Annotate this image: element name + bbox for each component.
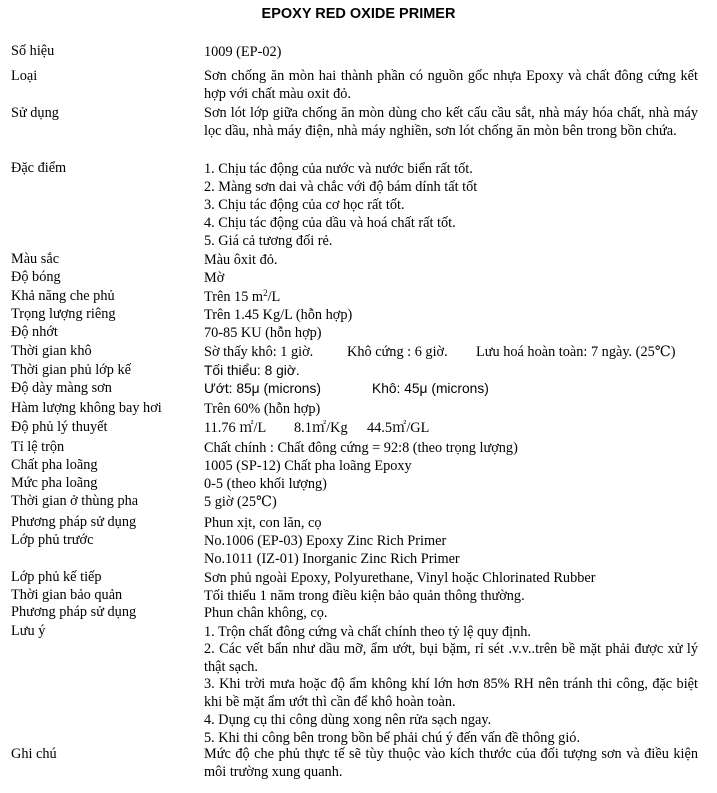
row-label: Lớp phủ kế tiếp [11, 569, 102, 585]
row-label: Loại [11, 68, 38, 84]
row-value: 0-5 (theo khối lượng) [204, 476, 327, 492]
row-label: Thời gian phủ lớp kế [11, 362, 131, 378]
list-item: 2. Các vết bẩn như dầu mỡ, ẩm ướt, bụi bặm, rỉ sét .v.v..trên bề mặt phải được xử lý thật sạch. [204, 641, 698, 675]
row-value: Tối thiểu 1 năm trong điều kiện bảo quản thông thường. [204, 588, 525, 604]
list-item: 5. Giá cả tương đối rẻ. [204, 233, 333, 249]
list-item: 4. Dụng cụ thi công dùng xong nên rửa sạch ngay. [204, 712, 492, 728]
row-value: Sơn lót lớp giữa chống ăn mòn dùng cho kết cấu cầu sắt, nhà máy hóa chất, nhà máy lọc dầu, nhà máy điện, nhà máy nghiền, sơn lót chống ăn mòn bên trong bồn chứa. [204, 105, 698, 139]
row-value: Màu ôxit đỏ. [204, 252, 278, 268]
row-label: Thời gian khô [11, 343, 92, 359]
row-value-part: Khô cứng : 6 giờ. [347, 344, 448, 360]
row-label: Sử dụng [11, 105, 59, 121]
row-label: Mức pha loãng [11, 475, 98, 491]
row-label: Độ phủ lý thuyết [11, 419, 108, 435]
row-label: Thời gian ở thùng pha [11, 493, 139, 509]
list-item: 3. Khi trời mưa hoặc độ ẩm không khí lớn hơn 85% RH nên tránh thi công, đặc biệt khi bề mặt ẩm ướt thì cần để khô hoàn toàn. [204, 676, 698, 710]
row-value: Trên 1.45 Kg/L (hỗn hợp) [204, 307, 353, 323]
row-label: Đặc điểm [11, 160, 67, 176]
row-value: 70-85 KU (hỗn hợp) [204, 325, 322, 341]
row-label: Độ nhớt [11, 324, 58, 340]
row-value: Sơn chống ăn mòn hai thành phần có nguồn gốc nhựa Epoxy và chất đông cứng kết hợp với chất màu oxit đỏ. [204, 68, 698, 102]
row-label: Hàm lượng không bay hơi [11, 400, 162, 416]
row-label: Ghi chú [11, 746, 57, 762]
row-value-part: Ướt: 85μ (microns) [204, 381, 321, 396]
row-label: Khả năng che phủ [11, 288, 115, 304]
row-label: Lớp phủ trước [11, 532, 94, 548]
row-value: Trên 60% (hỗn hợp) [204, 401, 321, 417]
row-value: Phun xịt, con lăn, cọ [204, 515, 322, 531]
row-value-part: Sờ thấy khô: 1 giờ. [204, 344, 314, 360]
list-item: 2. Màng sơn dai và chắc với độ bám dính tất tốt [204, 179, 478, 195]
row-value: Trên 15 $m^2/L$ [204, 288, 281, 305]
row-value-part: 44.5㎡/GL [367, 420, 430, 436]
row-label: Phương pháp sử dụng [11, 514, 137, 530]
row-label: Độ dày màng sơn [11, 380, 112, 396]
row-label: Màu sắc [11, 251, 60, 267]
row-label: Lưu ý [11, 623, 46, 639]
row-value: 1009 (EP-02) [204, 44, 282, 60]
row-value: Phun chân không, cọ. [204, 605, 328, 621]
row-label: Độ bóng [11, 269, 61, 285]
list-item: 5. Khi thi công bên trong bồn bể phải chú ý đến vấn đề thông gió. [204, 730, 581, 746]
row-value: Tối thiểu: 8 giờ. [204, 363, 300, 378]
document-title: EPOXY RED OXIDE PRIMER [261, 6, 456, 22]
row-value: 5 giờ (25℃) [204, 494, 277, 510]
row-value: Mức độ che phủ thực tế sẽ tùy thuộc vào kích thước của đối tượng sơn và điều kiện môi trường xung quanh. [204, 746, 698, 780]
list-item: 4. Chịu tác động của dầu và hoá chất rất tốt. [204, 215, 456, 231]
row-value: 1005 (SP-12) Chất pha loãng Epoxy [204, 458, 412, 474]
list-item: 3. Chịu tác động của cơ học rất tốt. [204, 197, 405, 213]
row-label: Thời gian bảo quản [11, 587, 123, 603]
list-item: No.1006 (EP-03) Epoxy Zinc Rich Primer [204, 533, 447, 549]
list-item: No.1011 (IZ-01) Inorganic Zinc Rich Primer [204, 551, 460, 567]
row-label: Trọng lượng riêng [11, 306, 116, 322]
row-value: Sơn phủ ngoài Epoxy, Polyurethane, Vinyl hoặc Chlorinated Rubber [204, 570, 596, 586]
row-label: Số hiệu [11, 43, 55, 59]
list-item: 1. Trộn chất đông cứng và chất chính theo tỷ lệ quy định. [204, 624, 531, 640]
row-value: Mờ [204, 270, 225, 286]
list-item: 1. Chịu tác động của nước và nước biển rất tốt. [204, 161, 473, 177]
row-value-part: Lưu hoá hoàn toàn: 7 ngày. (25℃) [476, 344, 676, 360]
row-label: Chất pha loãng [11, 457, 98, 473]
row-value-part: 11.76 ㎡/L [204, 420, 267, 436]
row-label: Phương pháp sử dụng [11, 604, 137, 620]
row-value-part: 8.1㎡/Kg [294, 420, 348, 436]
row-value-part: Khô: 45μ (microns) [372, 381, 489, 396]
row-value: Chất chính : Chất đông cứng = 92:8 (theo trọng lượng) [204, 440, 518, 456]
row-label: Tỉ lệ trộn [11, 439, 65, 455]
